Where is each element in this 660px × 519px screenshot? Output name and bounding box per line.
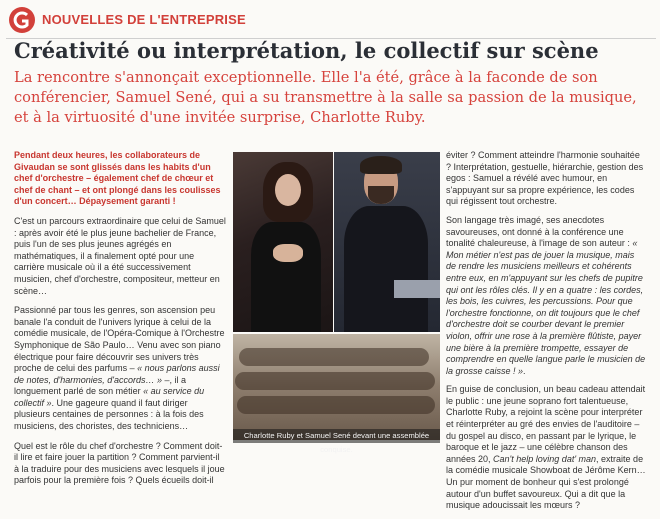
section-title: NOUVELLES DE L'ENTREPRISE: [42, 12, 246, 27]
article-paragraph: Passionné par tous les genres, son ascension peu banale l'a conduit de l'univers lyrique à celui de la comédie musicale, de l'Opéra-Comique à l'Orchestre Symphonique de São Paulo… Venu avec son piano électrique pour faire découvrir ses univers très proche de celui des parfums – « nous parlons aussi de notes, d'harmonies, d'accords… » –, il a longuement parlé de son métier « au service du collectif ». Une gageure quand il faut diriger plusieurs centaines de personnes : à la fois des musiciens, des choristes, des techniciens…: [14, 305, 225, 432]
article-paragraph: En guise de conclusion, un beau cadeau attendait le public : une jeune soprano fort talentueuse, Charlotte Ruby, a rejoint la scène pour interpréter et réinterpréter au gré des envies de l'auditoire – du gospel au disco, en passant par le lyrique, le baroque et le jazz – une célèbre chanson des années 20, Can't help loving dat' man, extraite de la comédie musicale Showboat de Jérôme Kern… Un pur moment de bonheur qui s'est prolongé autour d'un buffet savoureux. Qui a dit que la musique adoucissait les mœurs ?: [446, 384, 646, 511]
article-headline: Créativité ou interprétation, le collectif sur scène: [14, 38, 599, 63]
article-intro: Pendant deux heures, les collaborateurs de Givaudan se sont glissés dans les habits d'un chef d'orchestre – également chef de chœur et chef de chant – et ont plongé dans les coulisses d'un concert… Dépaysement garanti !: [14, 150, 221, 207]
article-lead: La rencontre s'annonçait exceptionnelle. Elle l'a été, grâce à la faconde de son conférencier, Samuel Sené, qui a su transmettre à la salle sa passion de la musique, et à la virtuosité d'une invitée surprise, Charlotte Ruby.: [14, 69, 637, 126]
article-paragraph: éviter ? Comment atteindre l'harmonie souhaitée ? Interprétation, gestuelle, hiérarchie, gestion des egos : Samuel a révélé avec humour, en s'appuyant sur sa propre expérience, les codes qui régissent tout orchestre.: [446, 150, 644, 207]
photo-audience: [233, 334, 440, 440]
article-paragraph: Son langage très imagé, ses anecdotes savoureuses, ont donné à la conférence une tonalité chaleureuse, à l'image de son auteur : « Mon métier n'est pas de jouer la musique, mais de rendre les musiciens meilleurs et cohérents entre eux, en m'appuyant sur les chefs de pupitre qui ont les rôles clés. Il y en a quatre : les cordes, les bois, les cuivres, les percussions. Pour que l'orchestre fonctionne, on dit toujours que le chef d'orchestre doit se courber devant le premier violon, offrir une rose à la première flûtiste, payer une bière à la première trompette, essayer de comprendre en quelle langue parle le musicien de la grosse caisse ! ».: [446, 214, 646, 376]
section-header: [6, 6, 656, 32]
photo-soprano: [233, 152, 333, 332]
article-column-right: [446, 150, 646, 519]
photo-caption: Charlotte Ruby et Samuel Sené devant une assemblée conquise.: [233, 429, 440, 443]
song-title: Can't help loving dat' man: [493, 453, 597, 464]
company-logo-icon: [8, 6, 36, 34]
article-paragraph: Quel est le rôle du chef d'orchestre ? Comment doit-il lire et faire jouer la partition ? Comment parvient-il à la traduire pour des musiciens avec lesquels il joue parfois pour la première fois ? Quels écueils doit-il: [14, 440, 225, 486]
quote: « Mon métier n'est pas de jouer la musique, mais de rendre les musiciens meilleurs et cohérents entre eux, en m'appuyant sur les chefs de pupitre qui ont les rôles clés. Il y en a quatre : les cordes, les bois, les cuivres, les percussions. Pour que l'orchestre fonctionne, on dit toujours que le chef d'orchestre doit se courber devant le premier violon, offrir une rose à la première flûtiste, payer une bière à la première trompette, essayer de comprendre en quelle langue parle le musicien de la grosse caisse ! »: [446, 238, 646, 376]
quote: « nous parlons aussi de notes, d'harmonies, d'accords… »: [14, 363, 220, 385]
article-paragraph: C'est un parcours extraordinaire que celui de Samuel : après avoir été le plus jeune bachelier de France, puis l'un de ses plus jeunes agrégés en mathématiques, il a finalement opté pour une carrière musicale où il a été successivement musicien, chef d'orchestre, compositeur, metteur en scène…: [14, 215, 226, 296]
quote: « au service du collectif »: [14, 386, 205, 408]
article-column-left: [14, 150, 226, 495]
photo-conductor: [334, 152, 440, 332]
